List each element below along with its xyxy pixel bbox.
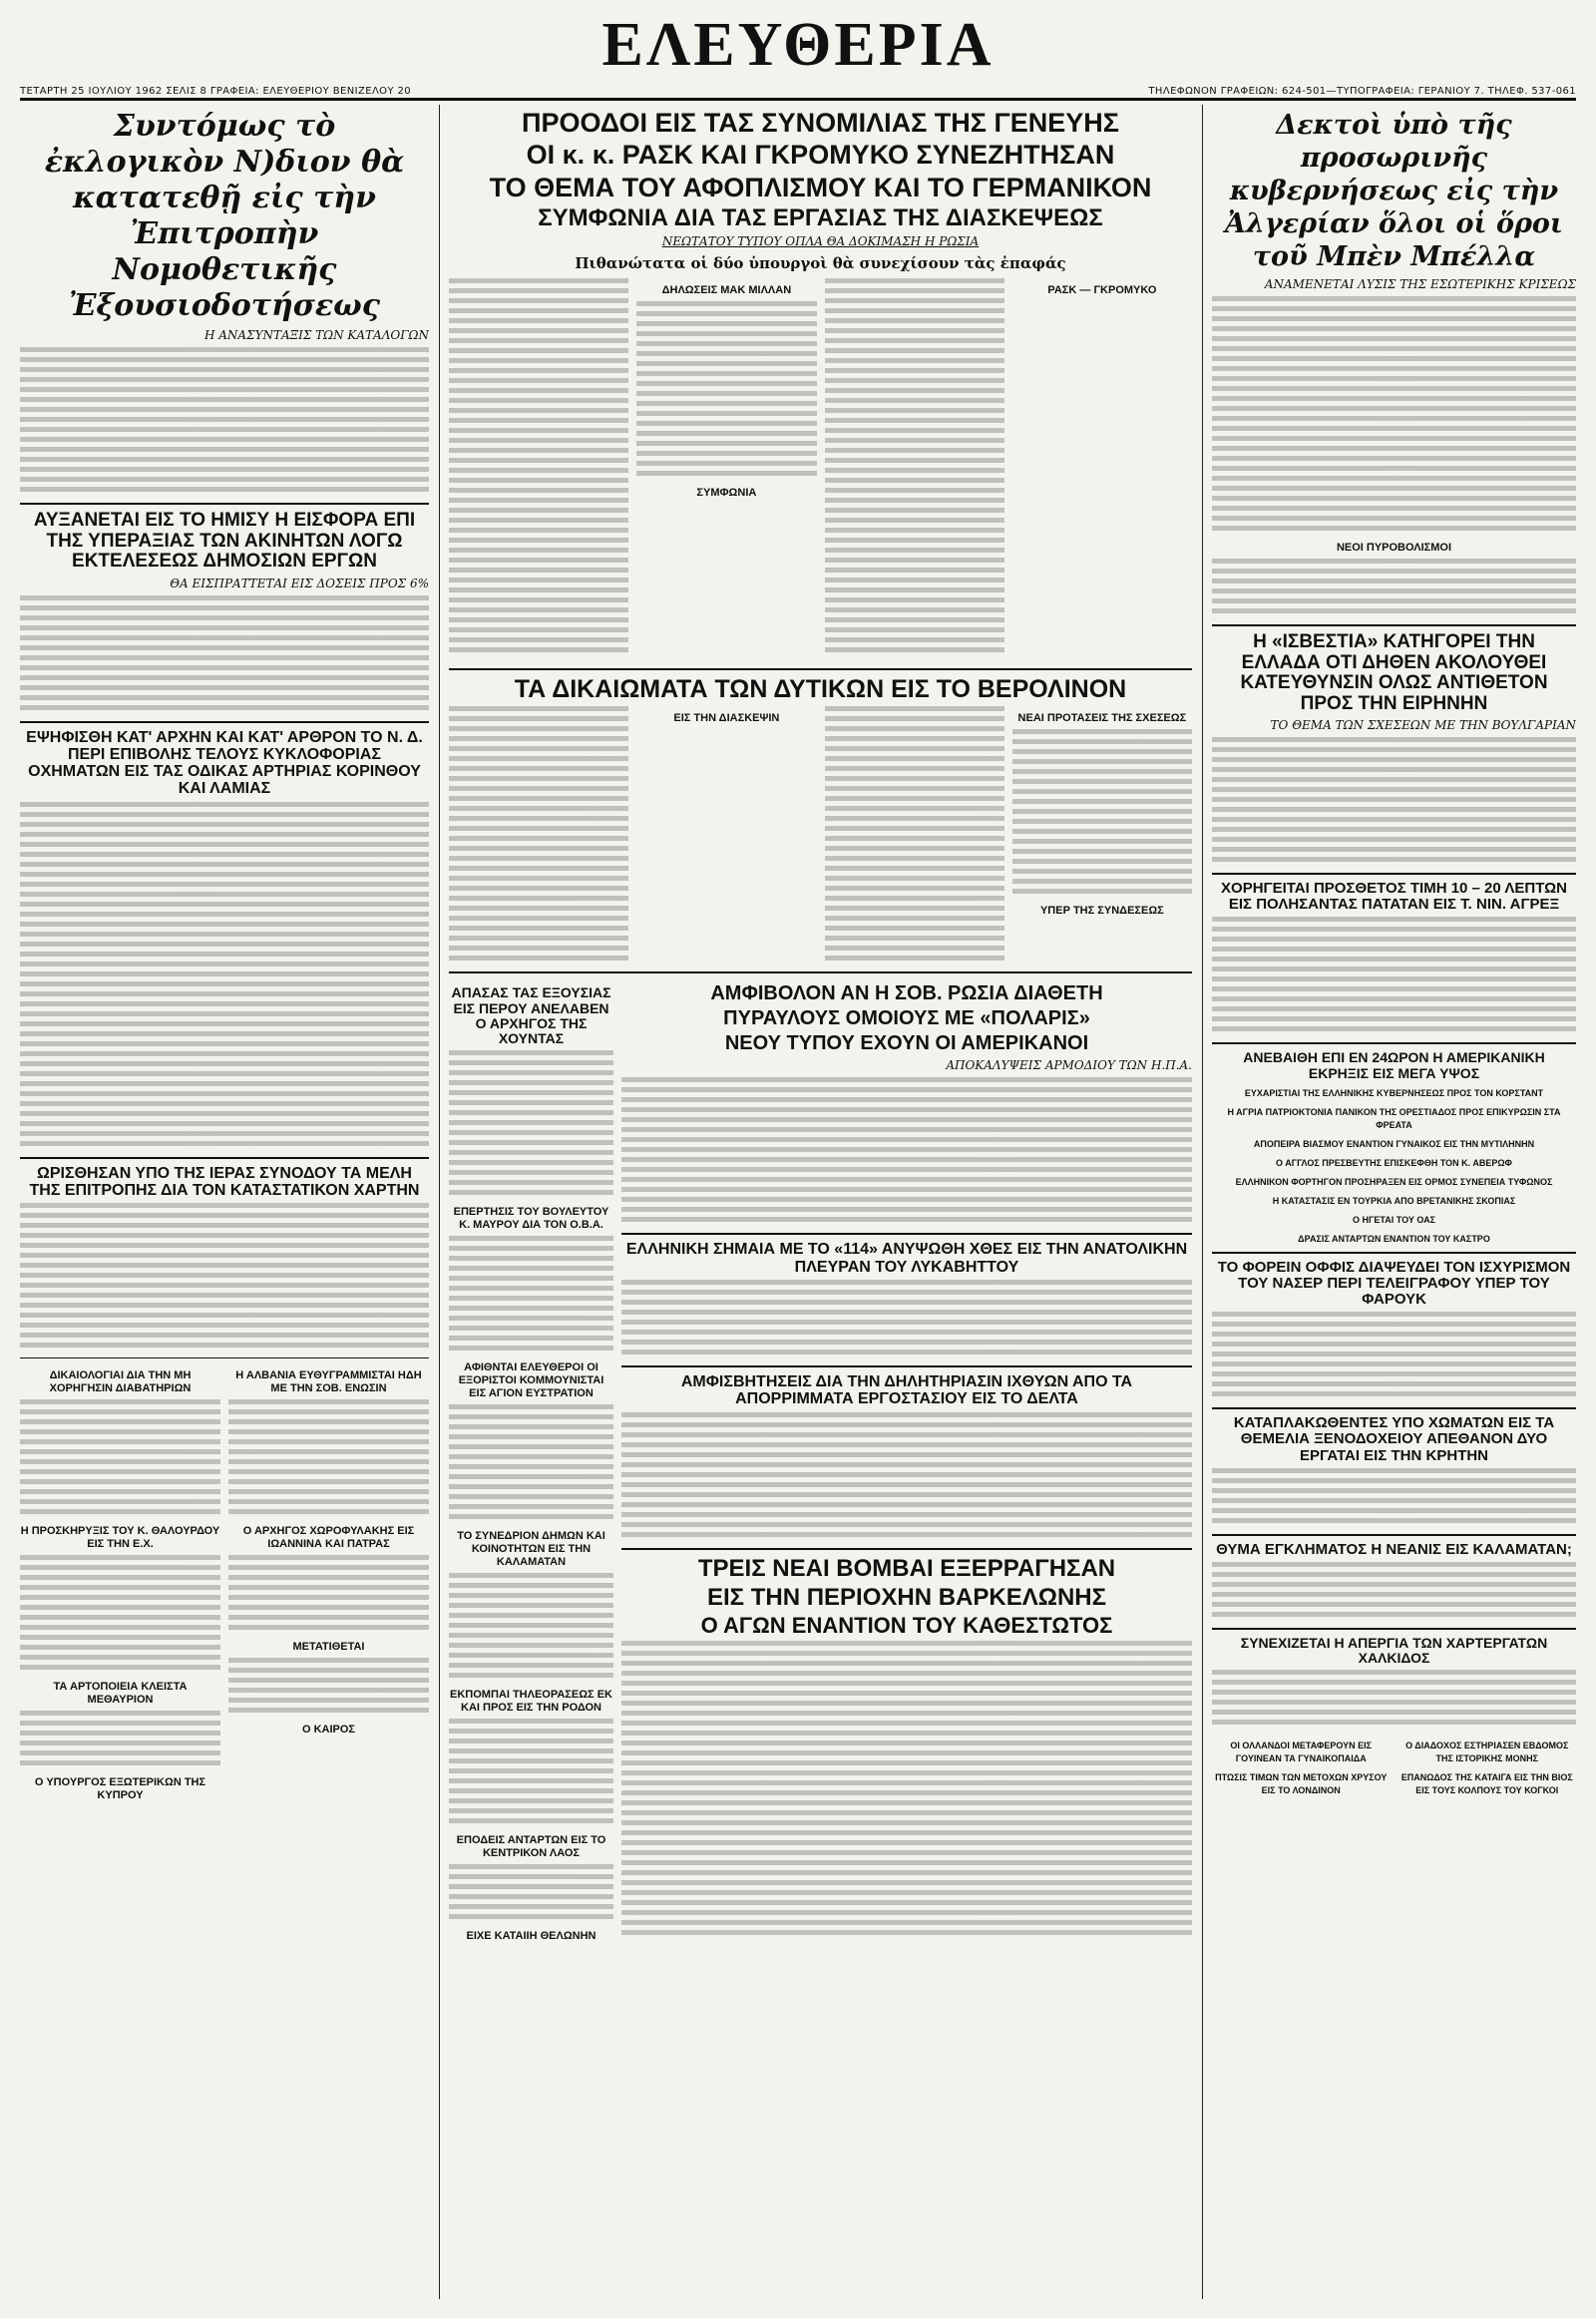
subheadline-exiles: ΑΦΙΘΝΤΑΙ ΕΛΕΥΘΕΡΟΙ ΟΙ ΕΞΟΡΙΣΤΟΙ ΚΟΜΜΟΥΝΙΣΤΑΙ ΕΙΣ ΑΓΙΟΝ ΕΥΣΤΡΑΤΙΟΝ xyxy=(458,1360,604,1399)
article-body xyxy=(825,278,1004,657)
subheadline-ambassador: Ο ΑΓΓΛΟΣ ΠΡΕΣΒΕΥΤΗΣ ΕΠΙΣΚΕΦΘΗ ΤΟΝ Κ. ΑΒΕΡΩΦ xyxy=(1276,1157,1512,1168)
article-body xyxy=(20,595,429,715)
izvestia-subtitle: ΤΟ ΘΕΜΑ ΤΩΝ ΣΧΕΣΕΩΝ ΜΕ ΤΗΝ ΒΟΥΛΓΑΡΙΑΝ xyxy=(1270,718,1576,733)
headline-property-levy: ΑΥΞΑΝΕΤΑΙ ΕΙΣ ΤΟ ΗΜΙΣΥ Η ΕΙΣΦΟΡΑ ΕΠΙ ΤΗΣ ΥΠΕΡΑΞΙΑΣ ΤΩΝ ΑΚΙΝΗΤΩΝ ΛΟΓΩ ΕΚΤΕΛΕΣΕΩΣ ΔΗΜΟΣΙΩΝ ΕΡΓΩΝ xyxy=(33,510,416,573)
subheadline-transfer: ΜΕΤΑΤΙΘΕΤΑΙ xyxy=(292,1641,365,1654)
polaris-subtitle: ΑΠΟΚΑΛΥΨΕΙΣ ΑΡΜΟΔΙΟΥ ΤΩΝ Η.Π.Α. xyxy=(946,1058,1192,1073)
divider xyxy=(621,1233,1192,1235)
small-items-row xyxy=(20,1363,429,1806)
headline-berlin: ΤΑ ΔΙΚΑΙΩΜΑΤΑ ΤΩΝ ΔΥΤΙΚΩΝ ΕΙΣ ΤΟ ΒΕΡΟΛΙΝΟΝ xyxy=(514,675,1127,704)
headline-subtitle: ΑΝΑΜΕΝΕΤΑΙ ΛΥΣΙΣ ΤΗΣ ΕΣΩΤΕΡΙΚΗΣ ΚΡΙΣΕΩΣ xyxy=(1264,277,1576,291)
subheadline-shots: ΝΕΟΙ ΠΥΡΟΒΟΛΙΣΜΟΙ xyxy=(1336,542,1452,554)
article-body xyxy=(636,301,816,481)
article-body xyxy=(20,1555,220,1675)
subheadline-mytilene: ΑΠΟΠΕΙΡΑ ΒΙΑΣΜΟΥ ΕΝΑΝΤΙΟΝ ΓΥΝΑΙΚΟΣ ΕΙΣ ΤΗΝ ΜΥΤΙΛΗΝΗΝ xyxy=(1253,1138,1535,1149)
headline-subtitle: Η ΑΝΑΣΥΝΤΑΞΙΣ ΤΩΝ ΚΑΤΑΛΟΓΩΝ xyxy=(203,328,429,342)
article-body xyxy=(1212,737,1576,867)
subheadline-link: ΥΠΕΡ ΤΗΣ ΣΥΝΔΕΣΕΩΣ xyxy=(1039,905,1164,918)
headline-fish: ΑΜΦΙΣΒΗΤΗΣΕΙΣ ΔΙΑ ΤΗΝ ΔΗΛΗΤΗΡΙΑΣΙΝ ΙΧΘΥΩΝ ΑΠΟ ΤΑ ΑΠΟΡΡΙΜΜΑΤΑ ΕΡΓΟΣΤΑΣΙΟΥ ΕΙΣ ΤΟ ΔΕΛΤΑ xyxy=(680,1373,1133,1408)
subheadline-castro: ΔΡΑΣΙΣ ΑΝΤΑΡΤΩΝ ΕΝΑΝΤΙΟΝ ΤΟΥ ΚΑΣΤΡΟ xyxy=(1298,1233,1490,1244)
lower-center-right xyxy=(621,979,1192,1946)
article-body xyxy=(20,802,429,1151)
article-body xyxy=(621,1641,1192,1940)
article-body xyxy=(621,1280,1192,1359)
subheadline-bakeries: ΤΑ ΑΡΤΟΠΟΙΕΙΑ ΚΛΕΙΣΤΑ ΜΕΘΑΥΡΙΟΝ xyxy=(53,1681,188,1707)
lower-center xyxy=(449,979,1192,1946)
headline-polaris-1: ΑΜΦΙΒΟΛΟΝ ΑΝ Η ΣΟΒ. ΡΩΣΙΑ ΔΙΑΘΕΤΗ xyxy=(710,982,1103,1005)
subheadline-dutch: ΟΙ ΟΛΛΑΝΔΟΙ ΜΕΤΑΦΕΡΟΥΝ ΕΙΣ ΓΟΥΙΝΕΑΝ ΤΑ ΓΥΝΑΙΚΟΠΑΙΔΑ xyxy=(1230,1740,1373,1764)
article-body xyxy=(228,1658,429,1718)
geneva-columns xyxy=(449,278,1192,662)
headline-kalamata: ΘΥΜΑ ΕΓΚΛΗΜΑΤΟΣ Η ΝΕΑΝΙΣ ΕΙΣ ΚΑΛΑΜΑΤΑΝ; xyxy=(1216,1540,1572,1558)
headline-bombs-3: Ο ΑΓΩΝ ΕΝΑΝΤΙΟΝ ΤΟΥ ΚΑΘΕΣΤΩΤΟΣ xyxy=(700,1612,1113,1638)
article-body xyxy=(621,1412,1192,1542)
headline-geneva-4: ΣΥΜΦΩΝΙΑ ΔΙΑ ΤΑΣ ΕΡΓΑΣΙΑΣ ΤΗΣ ΔΙΑΣΚΕΨΕΩΣ xyxy=(538,204,1103,232)
subheadline-new-proposals: ΝΕΑΙ ΠΡΟΤΑΣΕΙΣ ΤΗΣ ΣΧΕΣΕΩΣ xyxy=(1017,712,1187,725)
divider xyxy=(621,1548,1192,1550)
divider xyxy=(449,668,1192,670)
subheadline-cyprus-minister: Ο ΥΠΟΥΡΓΟΣ ΕΞΩΤΕΡΙΚΩΝ ΤΗΣ ΚΥΠΡΟΥ xyxy=(34,1776,206,1802)
subheadline-gold: ΠΤΩΣΙΣ ΤΙΜΩΝ ΤΩΝ ΜΕΤΟΧΩΝ ΧΡΥΣΟΥ ΕΙΣ ΤΟ ΛΟΝΔΙΝΟΝ xyxy=(1215,1772,1388,1796)
subheadline-orestiada: Η ΑΓΡΙΑ ΠΑΤΡΙΟΚΤΟΝΙΑ ΠΑΝΙΚΟΝ ΤΗΣ ΟΡΕΣΤΙΑΔΟΣ ΠΡΟΣ ΕΠΙΚΥΡΩΣΙΝ ΣΤΑ ΦΡΕΑΤΑ xyxy=(1227,1106,1561,1130)
article-body xyxy=(1212,1468,1576,1528)
headline-geneva-3: ΤΟ ΘΕΜΑ ΤΟΥ ΑΦΟΠΛΙΣΜΟΥ ΚΑΙ ΤΟ ΓΕΡΜΑΝΙΚΟΝ xyxy=(489,172,1152,202)
subheadline-declaration: Η ΠΡΟΣΚΗΡΥΞΙΣ ΤΟΥ Κ. ΘΑΛΟΥΡΔΟΥ ΕΙΣ ΤΗΝ Ε.Χ. xyxy=(20,1525,220,1551)
article-body xyxy=(449,1236,613,1355)
right-small-items xyxy=(1212,1734,1576,1801)
divider xyxy=(1212,1628,1576,1630)
divider xyxy=(1212,624,1576,626)
right-column xyxy=(1212,105,1576,2299)
deck: Πιθανώτατα οἱ δύο ὑπουργοὶ θὰ συνεχίσουν τὰς ἐπαφάς xyxy=(575,254,1066,273)
left-column xyxy=(20,105,429,2299)
subheadline-rusk-gromyko: ΡΑΣΚ — ΓΚΡΟΜΥΚΟ xyxy=(1047,284,1157,297)
article-body xyxy=(449,1719,613,1828)
divider xyxy=(20,1357,429,1358)
article-body xyxy=(1212,917,1576,1036)
headline-algeria: Δεκτοὶ ὑπὸ τῆς προσωρινῆς κυβερνήσεως εἰς τὴν Ἀλγερίαν ὅλοι οἱ ὅροι τοῦ Μπὲν Μπέλλα xyxy=(1225,110,1563,272)
headline-us-explosion: ΑΝΕΒΑΙΘΗ ΕΠΙ ΕΝ 24ΩΡΟΝ Η ΑΜΕΡΙΚΑΝΙΚΗ ΕΚΡΗΞΙΣ ΕΙΣ ΜΕΓΑ ΥΨΟΣ xyxy=(1243,1049,1545,1081)
headline-bombs-2: ΕΙΣ ΤΗΝ ΠΕΡΙΟΧΗΝ ΒΑΡΚΕΛΩΝΗΣ xyxy=(706,1583,1107,1611)
issue-info: ΤΕΤΑΡΤΗ 25 ΙΟΥΛΙΟΥ 1962 ΣΕΛΙΣ 8 ΓΡΑΦΕΙΑ: ΕΛΕΥΘΕΡΙΟΥ ΒΕΝΙΖΕΛΟΥ 20 xyxy=(20,86,412,97)
column-rule xyxy=(1202,105,1203,2299)
subheadline-oas: Ο ΗΓΕΤΑΙ ΤΟΥ ΟΑΣ xyxy=(1353,1214,1435,1225)
article-body xyxy=(449,1404,613,1524)
headline-bombs-1: ΤΡΕΙΣ ΝΕΑΙ ΒΟΜΒΑΙ ΕΞΕΡΡΑΓΗΣΑΝ xyxy=(697,1554,1116,1582)
divider xyxy=(1212,1042,1576,1044)
headline-strike: ΣΥΝΕΧΙΖΕΤΑΙ Η ΑΠΕΡΓΙΑ ΤΩΝ ΧΑΡΤΕΡΓΑΤΩΝ ΧΑΛΚΙΔΟΣ xyxy=(1240,1634,1548,1667)
kicker: ΝΕΩΤΑΤΟΥ ΤΥΠΟΥ ΟΠΛΑ ΘΑ ΔΟΚΙΜΑΣΗ Η ΡΩΣΙΑ xyxy=(661,234,980,249)
subheadline-macmillan: ΔΗΛΩΣΕΙΣ ΜΑΚ ΜΙΛΛΑΝ xyxy=(661,284,792,297)
headline-polaris-2: ΠΥΡΑΥΛΟΥΣ ΟΜΟΙΟΥΣ ΜΕ «ΠΟΛΑΡΙΣ» xyxy=(723,1007,1090,1030)
divider xyxy=(20,721,429,723)
divider xyxy=(1212,1534,1576,1536)
article-body xyxy=(449,278,628,657)
article-body xyxy=(825,706,1004,961)
subheadline-freighter: ΕΛΛΗΝΙΚΟΝ ΦΟΡΤΗΓΟΝ ΠΡΟΣΗΡΑΞΕΝ ΕΙΣ ΟΡΜΟΣ ΣΥΝΕΠΕΙΑ ΤΥΦΩΝΟΣ xyxy=(1235,1176,1553,1187)
divider xyxy=(1212,873,1576,875)
article-body xyxy=(449,1050,613,1200)
subheadline-turkey: Η ΚΑΤΑΣΤΑΣΙΣ ΕΝ ΤΟΥΡΚΙΑ ΑΠΟ ΒΡΕΤΑΝΙΚΗΣ ΣΚΟΠΙΑΣ xyxy=(1272,1195,1516,1206)
article-body xyxy=(1212,559,1576,618)
subheadline-passports: ΔΙΚΑΙΟΛΟΓΙΑΙ ΔΙΑ ΤΗΝ ΜΗ ΧΟΡΗΓΗΣΙΝ ΔΙΑΒΑΤΗΡΙΩΝ xyxy=(49,1369,192,1395)
headline-holy-synod: ΩΡΙΣΘΗΣΑΝ ΥΠΟ ΤΗΣ ΙΕΡΑΣ ΣΥΝΟΔΟΥ ΤΑ ΜΕΛΗ ΤΗΣ ΕΠΙΤΡΟΠΗΣ ΔΙΑ ΤΟΝ ΚΑΤΑΣΤΑΤΙΚΟΝ ΧΑΡΤΗΝ xyxy=(29,1164,420,1199)
divider xyxy=(449,971,1192,973)
headline-crete: ΚΑΤΑΠΛΑΚΩΘΕΝΤΕΣ ΥΠΟ ΧΩΜΑΤΩΝ ΕΙΣ ΤΑ ΘΕΜΕΛΙΑ ΞΕΝΟΔΟΧΕΙΟΥ ΑΠΕΘΑΝΟΝ ΔΥΟ ΕΡΓΑΤΑΙ ΕΙΣ ΤΗΝ ΚΡΗΤΗΝ xyxy=(1233,1414,1555,1464)
divider xyxy=(20,1157,429,1159)
column-rule xyxy=(439,105,440,2299)
headline-geneva-2: ΟΙ κ. κ. ΡΑΣΚ ΚΑΙ ΓΚΡΟΜΥΚΟ ΣΥΝΕΖΗΤΗΣΑΝ xyxy=(526,140,1115,171)
article-body xyxy=(621,1077,1192,1227)
subheadline-laos: ΕΠΟΔΕΙΣ ΑΝΤΑΡΤΩΝ ΕΙΣ ΤΟ ΚΕΝΤΡΙΚΟΝ ΛΑΟΣ xyxy=(456,1833,606,1859)
headline-farouk: ΤΟ ΦΟΡΕΙΝ ΟΦΦΙΣ ΔΙΑΨΕΥΔΕΙ ΤΟΝ ΙΣΧΥΡΙΣΜΟΝ ΤΟΥ ΝΑΣΕΡ ΠΕΡΙ ΤΕΛΕΙΓΡΑΦΟΥ ΥΠΕΡ ΤΟΥ ΦΑΡΟΥΚ xyxy=(1217,1258,1571,1309)
contact-info: ΤΗΛΕΦΩΝΟΝ ΓΡΑΦΕΙΩΝ: 624-501—ΤΥΠΟΓΡΑΦΕΙΑ: ΓΕΡΑΝΙΟΥ 7. ΤΗΛΕΦ. 537-061 xyxy=(1148,86,1576,97)
article-body xyxy=(1212,1670,1576,1730)
divider xyxy=(621,1365,1192,1367)
subheadline-thanks: ΕΥΧΑΡΙΣΤΙΑΙ ΤΗΣ ΕΛΛΗΝΙΚΗΣ ΚΥΒΕΡΝΗΣΕΩΣ ΠΡΟΣ ΤΟΝ ΚΟΡΣΤΑΝΤ xyxy=(1244,1087,1544,1098)
subheadline-congress: ΤΟ ΣΥΝΕΔΡΙΟΝ ΔΗΜΩΝ ΚΑΙ ΚΟΙΝΟΤΗΤΩΝ ΕΙΣ ΤΗΝ ΚΑΛΑΜΑΤΑΝ xyxy=(457,1529,605,1568)
article-body xyxy=(449,1573,613,1683)
subheadline-congo: ΕΠΑΝΩΔΟΣ ΤΗΣ ΚΑΤΑΙΓΑ ΕΙΣ ΤΗΝ ΒΙΟΣ ΕΙΣ ΤΟΥΣ ΚΟΛΠΟΥΣ ΤΟΥ ΚΟΓΚΟΙ xyxy=(1400,1772,1573,1796)
article-body xyxy=(1012,729,1192,899)
headline-subtitle: ΘΑ ΕΙΣΠΡΑΤΤΕΤΑΙ ΕΙΣ ΔΟΣΕΙΣ ΠΡΟΣ 6% xyxy=(170,576,429,590)
article-body xyxy=(1212,1562,1576,1622)
lower-center-left xyxy=(449,979,613,1946)
divider xyxy=(1212,1252,1576,1254)
subheadline-police-chief: Ο ΑΡΧΗΓΟΣ ΧΩΡΟΦΥΛΑΚΗΣ ΕΙΣ ΙΩΑΝΝΙΝΑ ΚΑΙ ΠΑΤΡΑΣ xyxy=(242,1525,415,1551)
headline-traffic-fee: ΕΨΗΦΙΣΘΗ ΚΑΤ' ΑΡΧΗΝ ΚΑΙ ΚΑΤ' ΑΡΘΡΟΝ ΤΟ Ν. Δ. ΠΕΡΙ ΕΠΙΒΟΛΗΣ ΤΕΛΟΥΣ ΚΥΚΛΟΦΟΡΙΑΣ ΟΧΗΜΑΤΩΝ ΕΙΣ ΤΑΣ ΟΔΙΚΑΣ ΑΡΤΗΡΙΑΣ ΚΟΡΙΝΘΟΥ ΚΑΙ ΛΑΜΙΑΣ xyxy=(26,728,423,798)
subheadline-weather: Ο ΚΑΙΡΟΣ xyxy=(301,1724,356,1737)
article-body xyxy=(20,1203,429,1352)
subheadline-crown-prince: Ο ΔΙΑΔΟΧΟΣ ΕΣΤΗΡΙΑΣΕΝ ΕΒΔΟΜΟΣ ΤΗΣ ΙΣΤΟΡΙΚΗΣ ΜΟΝΗΣ xyxy=(1405,1740,1569,1764)
article-body xyxy=(449,706,628,961)
article-body xyxy=(1212,1312,1576,1401)
article-body xyxy=(228,1555,429,1635)
center-column xyxy=(449,105,1192,2299)
subheadline-misc: ΕΙΧΕ ΚΑΤΑΙΙΗ ΘΕΛΩΝΗΝ xyxy=(466,1929,597,1942)
masthead xyxy=(20,8,1576,101)
subheadline-agreement: ΣΥΜΦΩΝΙΑ xyxy=(696,487,757,500)
article-body xyxy=(1212,296,1576,536)
subheadline-mavros: ΕΠΕΡΤΗΣΙΣ ΤΟΥ ΒΟΥΛΕΥΤΟΥ Κ. ΜΑΥΡΟΥ ΔΙΑ ΤΟΝ Ο.Β.Α. xyxy=(453,1205,609,1231)
article-body xyxy=(20,347,429,497)
headline-flag: ΕΛΛΗΝΙΚΗ ΣΗΜΑΙΑ ΜΕ ΤΟ «114» ΑΝΥΨΩΘΗ ΧΘΕΣ ΕΙΣ ΤΗΝ ΑΝΑΤΟΛΙΚΗΝ ΠΛΕΥΡΑΝ ΤΟΥ ΛΥΚΑΒΗΤΤΟΥ xyxy=(625,1241,1188,1276)
headline-electoral-bill: Συντόμως τὸ ἐκλογικὸν Ν)διον θὰ κατατεθῇ εἰς τὴν Ἐπιτροπὴν Νομοθετικῆς Ἐξουσιοδοτήσεως xyxy=(44,109,405,323)
subheadline-albania: Η ΑΛΒΑΝΙΑ ΕΥΘΥΓΡΑΜΜΙΣΤΑΙ ΗΔΗ ΜΕ ΤΗΝ ΣΟΒ. ΕΝΩΣΙΝ xyxy=(235,1369,422,1395)
article-body xyxy=(228,1399,429,1519)
divider xyxy=(1212,1407,1576,1409)
article-body xyxy=(449,1864,613,1924)
subheadline-conference: ΕΙΣ ΤΗΝ ΔΙΑΣΚΕΨΙΝ xyxy=(673,712,780,725)
article-body xyxy=(20,1711,220,1770)
subheadline-television: ΕΚΠΟΜΠΑΙ ΤΗΛΕΟΡΑΣΕΩΣ ΕΚ ΚΑΙ ΠΡΟΣ ΕΙΣ ΤΗΝ ΡΟΔΟΝ xyxy=(450,1688,612,1714)
article-body xyxy=(20,1399,220,1519)
divider xyxy=(20,503,429,505)
headline-izvestia: Η «ΙΣΒΕΣΤΙΑ» ΚΑΤΗΓΟΡΕΙ ΤΗΝ ΕΛΛΑΔΑ ΟΤΙ ΔΗΘΕΝ ΑΚΟΛΟΥΘΕΙ ΚΑΤΕΥΘΥΝΣΙΝ ΟΛΩΣ ΑΝΤΙΘΕΤΟΝ ΠΡΟΣ ΤΗΝ ΕΙΡΗΝΗΝ xyxy=(1240,631,1548,714)
newspaper-title: ΕΛΕΥΘΕΡΙΑ xyxy=(601,11,995,79)
berlin-columns xyxy=(449,706,1192,966)
headline-geneva-1: ΠΡΟΟΔΟΙ ΕΙΣ ΤΑΣ ΣΥΝΟΜΙΛΙΑΣ ΤΗΣ ΓΕΝΕΥΗΣ xyxy=(522,108,1119,138)
headline-peru-junta: ΑΠΑΣΑΣ ΤΑΣ ΕΞΟΥΣΙΑΣ ΕΙΣ ΠΕΡΟΥ ΑΝΕΛΑΒΕΝ Ο ΑΡΧΗΓΟΣ ΤΗΣ ΧΟΥΝΤΑΣ xyxy=(451,984,611,1046)
headline-polaris-3: ΝΕΟΥ ΤΥΠΟΥ ΕΧΟΥΝ ΟΙ ΑΜΕΡΙΚΑΝΟΙ xyxy=(724,1032,1089,1055)
headline-potato: ΧΟΡΗΓΕΙΤΑΙ ΠΡΟΣΘΕΤΟΣ ΤΙΜΗ 10 – 20 ΛΕΠΤΩΝ ΕΙΣ ΠΟΛΗΣΑΝΤΑΣ ΠΑΤΑΤΑΝ ΕΙΣ Τ. ΝΙΝ. ΑΓΡΕΞ xyxy=(1221,880,1567,914)
